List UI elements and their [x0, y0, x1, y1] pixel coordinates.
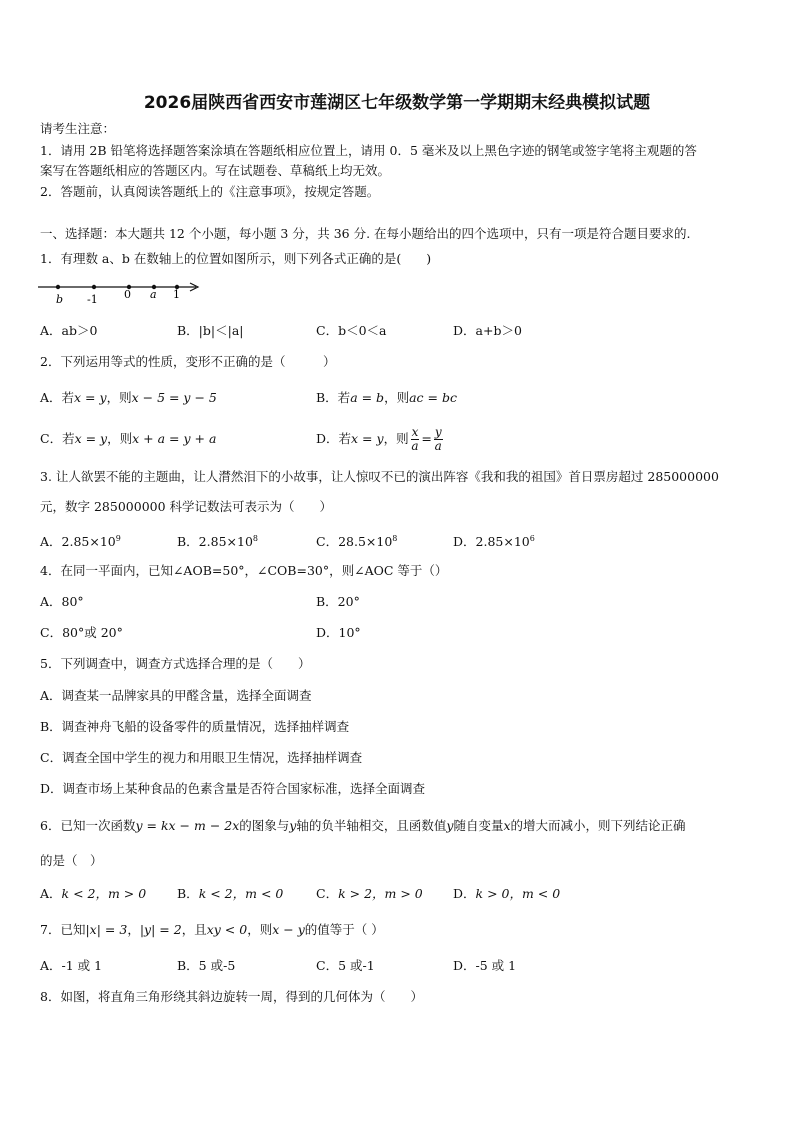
point-b — [56, 285, 60, 289]
q1-option-d: D．a+b＞0 — [453, 323, 522, 338]
q5-option-d: D．调查市场上某种食品的色素含量是否符合国家标准，选择全面调查 — [40, 781, 426, 796]
q2-option-c: C．若x = y，则x + a = y + a — [40, 431, 217, 446]
fraction-x-over-a: $\frac{x}{a}$ — [411, 425, 419, 453]
q5-option-c: C．调查全国中学生的视力和用眼卫生情况，选择抽样调查 — [40, 750, 363, 765]
question-2-stem: 2．下列运用等式的性质，变形不正确的是（ ） — [40, 354, 336, 369]
question-6-line-1: 6．已知一次函数y = kx − m − 2x的图象与y轴的负半轴相交，且函数值y随自变量x的增大而减小，则下列结论正确 — [40, 818, 686, 833]
q6-option-d: D．k > 0，m < 0 — [453, 886, 561, 901]
q7-option-b: B．5 或-5 — [177, 958, 236, 973]
q6-option-a: A．k < 2，m > 0 — [40, 886, 147, 901]
question-3-line-2: 元，数字 285000000 科学记数法可表示为（ ） — [40, 499, 333, 514]
q4-option-a: A．80° — [40, 594, 84, 609]
q3-option-b: B．$2.85\times 10^8$ — [177, 534, 258, 550]
question-7-stem: 7．已知|x| = 3，|y| = 2，且xy < 0，则x − y的值等于（ ） — [40, 922, 384, 937]
q1-option-a: A．ab＞0 — [40, 323, 98, 338]
q7-option-c: C．5 或-1 — [316, 958, 375, 973]
q6-option-c: C．k > 2，m > 0 — [316, 886, 423, 901]
q2-option-a: A．若x = y，则x − 5 = y − 5 — [40, 390, 217, 405]
q7-option-d: D．-5 或 1 — [453, 958, 517, 973]
q4-option-c: C．80°或 20° — [40, 625, 123, 640]
label-0: 0 — [124, 288, 131, 301]
q1-option-c: C．b＜0＜a — [316, 323, 387, 338]
q1-option-b: B．|b|＜|a| — [177, 323, 244, 338]
q3-option-d: D．$2.85\times 10^6$ — [453, 534, 535, 550]
label-1: 1 — [173, 288, 180, 301]
page-title: 2026届陕西省西安市莲湖区七年级数学第一学期期末经典模拟试题 — [143, 93, 651, 113]
notice-line-1b: 案写在答题纸相应的答题区内。写在试题卷、草稿纸上均无效。 — [40, 163, 391, 178]
notice-line-2: 2．答题前，认真阅读答题纸上的《注意事项》，按规定答题。 — [40, 184, 380, 199]
label-b: b — [56, 293, 64, 306]
notice-line-1a: 1．请用 2B 铅笔将选择题答案涂填在答题纸相应位置上，请用 0．5 毫米及以上黑色字迹的钢笔或签字笔将主观题的答 — [40, 143, 697, 158]
notice-heading: 请考生注意： — [40, 121, 116, 136]
question-3-line-1: 3. 让人欲罢不能的主题曲，让人潸然泪下的小故事，让人惊叹不已的演出阵容《我和我的祖国》首日票房超过 285000000 — [40, 469, 719, 484]
q2-option-b: B．若a = b，则ac = bc — [316, 390, 457, 405]
fraction-y-over-a: $\frac{y}{a}$ — [434, 425, 442, 453]
label-neg1: -1 — [87, 293, 98, 306]
q5-option-a: A．调查某一品牌家具的甲醛含量，选择全面调查 — [40, 688, 312, 703]
label-a: a — [150, 288, 157, 301]
question-1-stem: 1．有理数 a、b 在数轴上的位置如图所示，则下列各式正确的是( ) — [40, 251, 432, 266]
q2-option-d: D．若x = y，则 $\frac{x}{a}$ = $\frac{y}{a}$ — [316, 425, 442, 453]
number-line-figure — [36, 278, 206, 308]
question-8-stem: 8．如图，将直角三角形绕其斜边旋转一周，得到的几何体为（ ） — [40, 989, 423, 1004]
q7-option-a: A．-1 或 1 — [40, 958, 103, 973]
q3-option-c: C．$28.5\times 10^8$ — [316, 534, 398, 550]
q4-option-d: D．10° — [316, 625, 361, 640]
section-heading: 一、选择题：本大题共 12 个小题，每小题 3 分，共 36 分. 在每小题给出的四个选项中，只有一项是符合题目要求的. — [40, 226, 691, 241]
q6-option-b: B．k < 2，m < 0 — [177, 886, 284, 901]
point-neg1 — [92, 285, 96, 289]
q5-option-b: B．调查神舟飞船的设备零件的质量情况，选择抽样调查 — [40, 719, 350, 734]
q3-option-a: A．$2.85\times 10^9$ — [40, 534, 121, 550]
q4-option-b: B．20° — [316, 594, 360, 609]
question-6-line-2: 的是（ ） — [40, 853, 103, 868]
question-4-stem: 4．在同一平面内，已知∠AOB=50°，∠COB=30°，则∠AOC 等于（） — [40, 563, 448, 578]
question-5-stem: 5．下列调查中，调查方式选择合理的是（ ） — [40, 656, 311, 671]
